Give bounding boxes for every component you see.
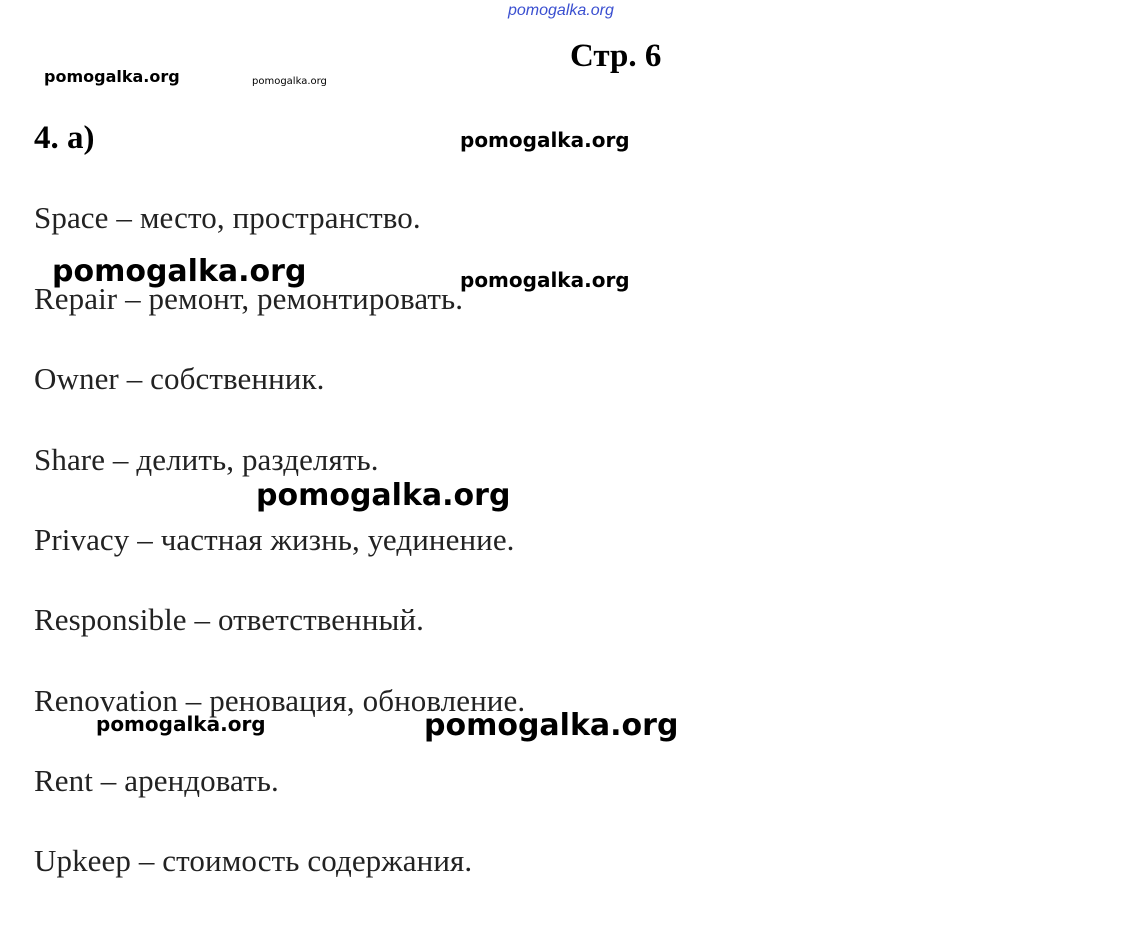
vocabulary-item-renovation: Renovation – реновация, обновление.	[34, 683, 526, 718]
vocabulary-item-privacy: Privacy – частная жизнь, уединение.	[34, 522, 515, 557]
watermark: pomogalka.org	[44, 67, 180, 86]
watermark: pomogalka.org	[96, 712, 266, 736]
watermark: pomogalka.org	[256, 478, 511, 513]
vocabulary-item-space: Space – место, пространство.	[34, 200, 421, 235]
watermark: pomogalka.org	[460, 268, 630, 292]
vocabulary-item-responsible: Responsible – ответственный.	[34, 602, 424, 637]
vocabulary-item-repair: Repair – ремонт, ремонтировать.	[34, 281, 464, 316]
watermark: pomogalka.org	[252, 76, 327, 87]
watermark-top: pomogalka.org	[508, 2, 614, 19]
watermark: pomogalka.org	[460, 128, 630, 152]
vocabulary-item-rent: Rent – арендовать.	[34, 763, 279, 798]
page-title: Стр. 6	[570, 38, 662, 74]
exercise-label: 4. а)	[34, 120, 95, 156]
vocabulary-item-share: Share – делить, разделять.	[34, 442, 379, 477]
vocabulary-item-upkeep: Upkeep – стоимость содержания.	[34, 843, 473, 878]
watermark: pomogalka.org	[52, 254, 307, 289]
watermark: pomogalka.org	[424, 708, 679, 743]
vocabulary-item-owner: Owner – собственник.	[34, 361, 325, 396]
